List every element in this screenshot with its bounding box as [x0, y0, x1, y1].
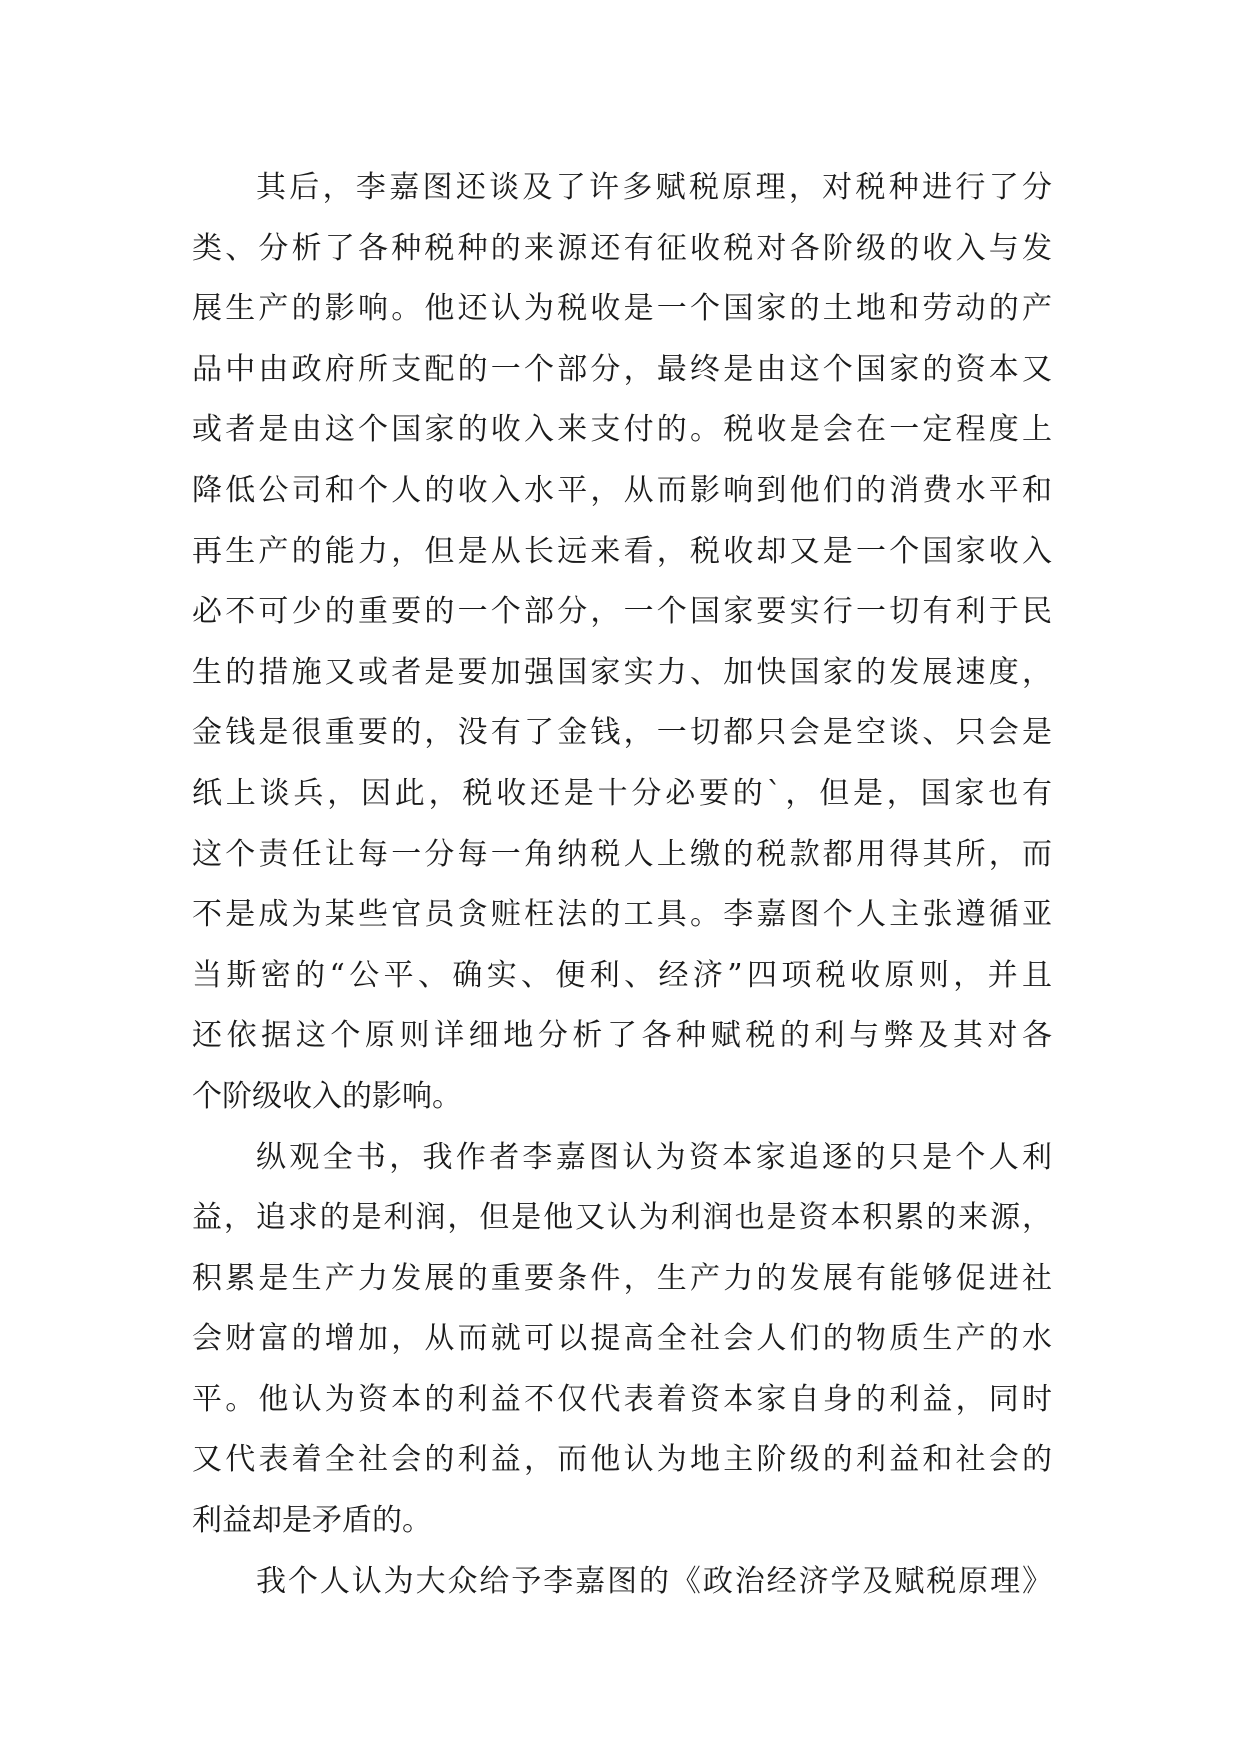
- text-line: 纵观全书，我作者李嘉图认为资本家追逐的只是个人利: [256, 1139, 1052, 1175]
- text-line: 会财富的增加，从而就可以提高全社会人们的物质生产的水: [192, 1321, 1052, 1357]
- text-line: 利益却是矛盾的。: [192, 1503, 432, 1539]
- body-text: [192, 158, 1052, 1612]
- text-line: 平。他认为资本的利益不仅代表着资本家自身的利益，同时: [192, 1381, 1052, 1417]
- text-line: 纸上谈兵，因此，税收还是十分必要的`，但是，国家也有: [192, 775, 1052, 811]
- text-line: 其后，李嘉图还谈及了许多赋税原理，对税种进行了分: [256, 170, 1052, 205]
- text-line: 不是成为某些官员贪赃枉法的工具。李嘉图个人主张遵循亚: [192, 897, 1052, 933]
- text-line: 展生产的影响。他还认为税收是一个国家的土地和劳动的产: [192, 291, 1052, 327]
- paragraph-2: [192, 1128, 1052, 1552]
- text-line: 金钱是很重要的，没有了金钱，一切都只会是空谈、只会是: [192, 715, 1052, 751]
- text-line: 生的措施又或者是要加强国家实力、加快国家的发展速度，: [192, 654, 1052, 690]
- text-line: 益，追求的是利润，但是他又认为利润也是资本积累的来源，: [192, 1200, 1052, 1236]
- text-line: 积累是生产力发展的重要条件，生产力的发展有能够促进社: [192, 1260, 1052, 1296]
- text-line: 又代表着全社会的利益，而他认为地主阶级的利益和社会的: [192, 1442, 1052, 1478]
- text-line: 必不可少的重要的一个部分，一个国家要实行一切有利于民: [192, 594, 1052, 630]
- text-line: 类、分析了各种税种的来源还有征收税对各阶级的收入与发: [192, 230, 1052, 266]
- text-line: 这个责任让每一分每一角纳税人上缴的税款都用得其所，而: [192, 836, 1052, 872]
- paragraph-3: [192, 1552, 1052, 1613]
- text-line: 我个人认为大众给予李嘉图的《政治经济学及赋税原理》: [256, 1563, 1052, 1599]
- text-line: 个阶级收入的影响。: [192, 1078, 462, 1114]
- text-line: 品中由政府所支配的一个部分，最终是由这个国家的资本又: [192, 351, 1052, 387]
- text-line: 降低公司和个人的收入水平，从而影响到他们的消费水平和: [192, 472, 1052, 508]
- text-line: 或者是由这个国家的收入来支付的。税收是会在一定程度上: [192, 412, 1052, 448]
- text-line: 当斯密的“公平、确实、便利、经济”四项税收原则，并且: [192, 957, 1052, 993]
- text-line: 还依据这个原则详细地分析了各种赋税的利与弊及其对各: [192, 1018, 1052, 1054]
- paragraph-1: [192, 158, 1052, 1128]
- text-line: 再生产的能力，但是从长远来看，税收却又是一个国家收入: [192, 533, 1052, 569]
